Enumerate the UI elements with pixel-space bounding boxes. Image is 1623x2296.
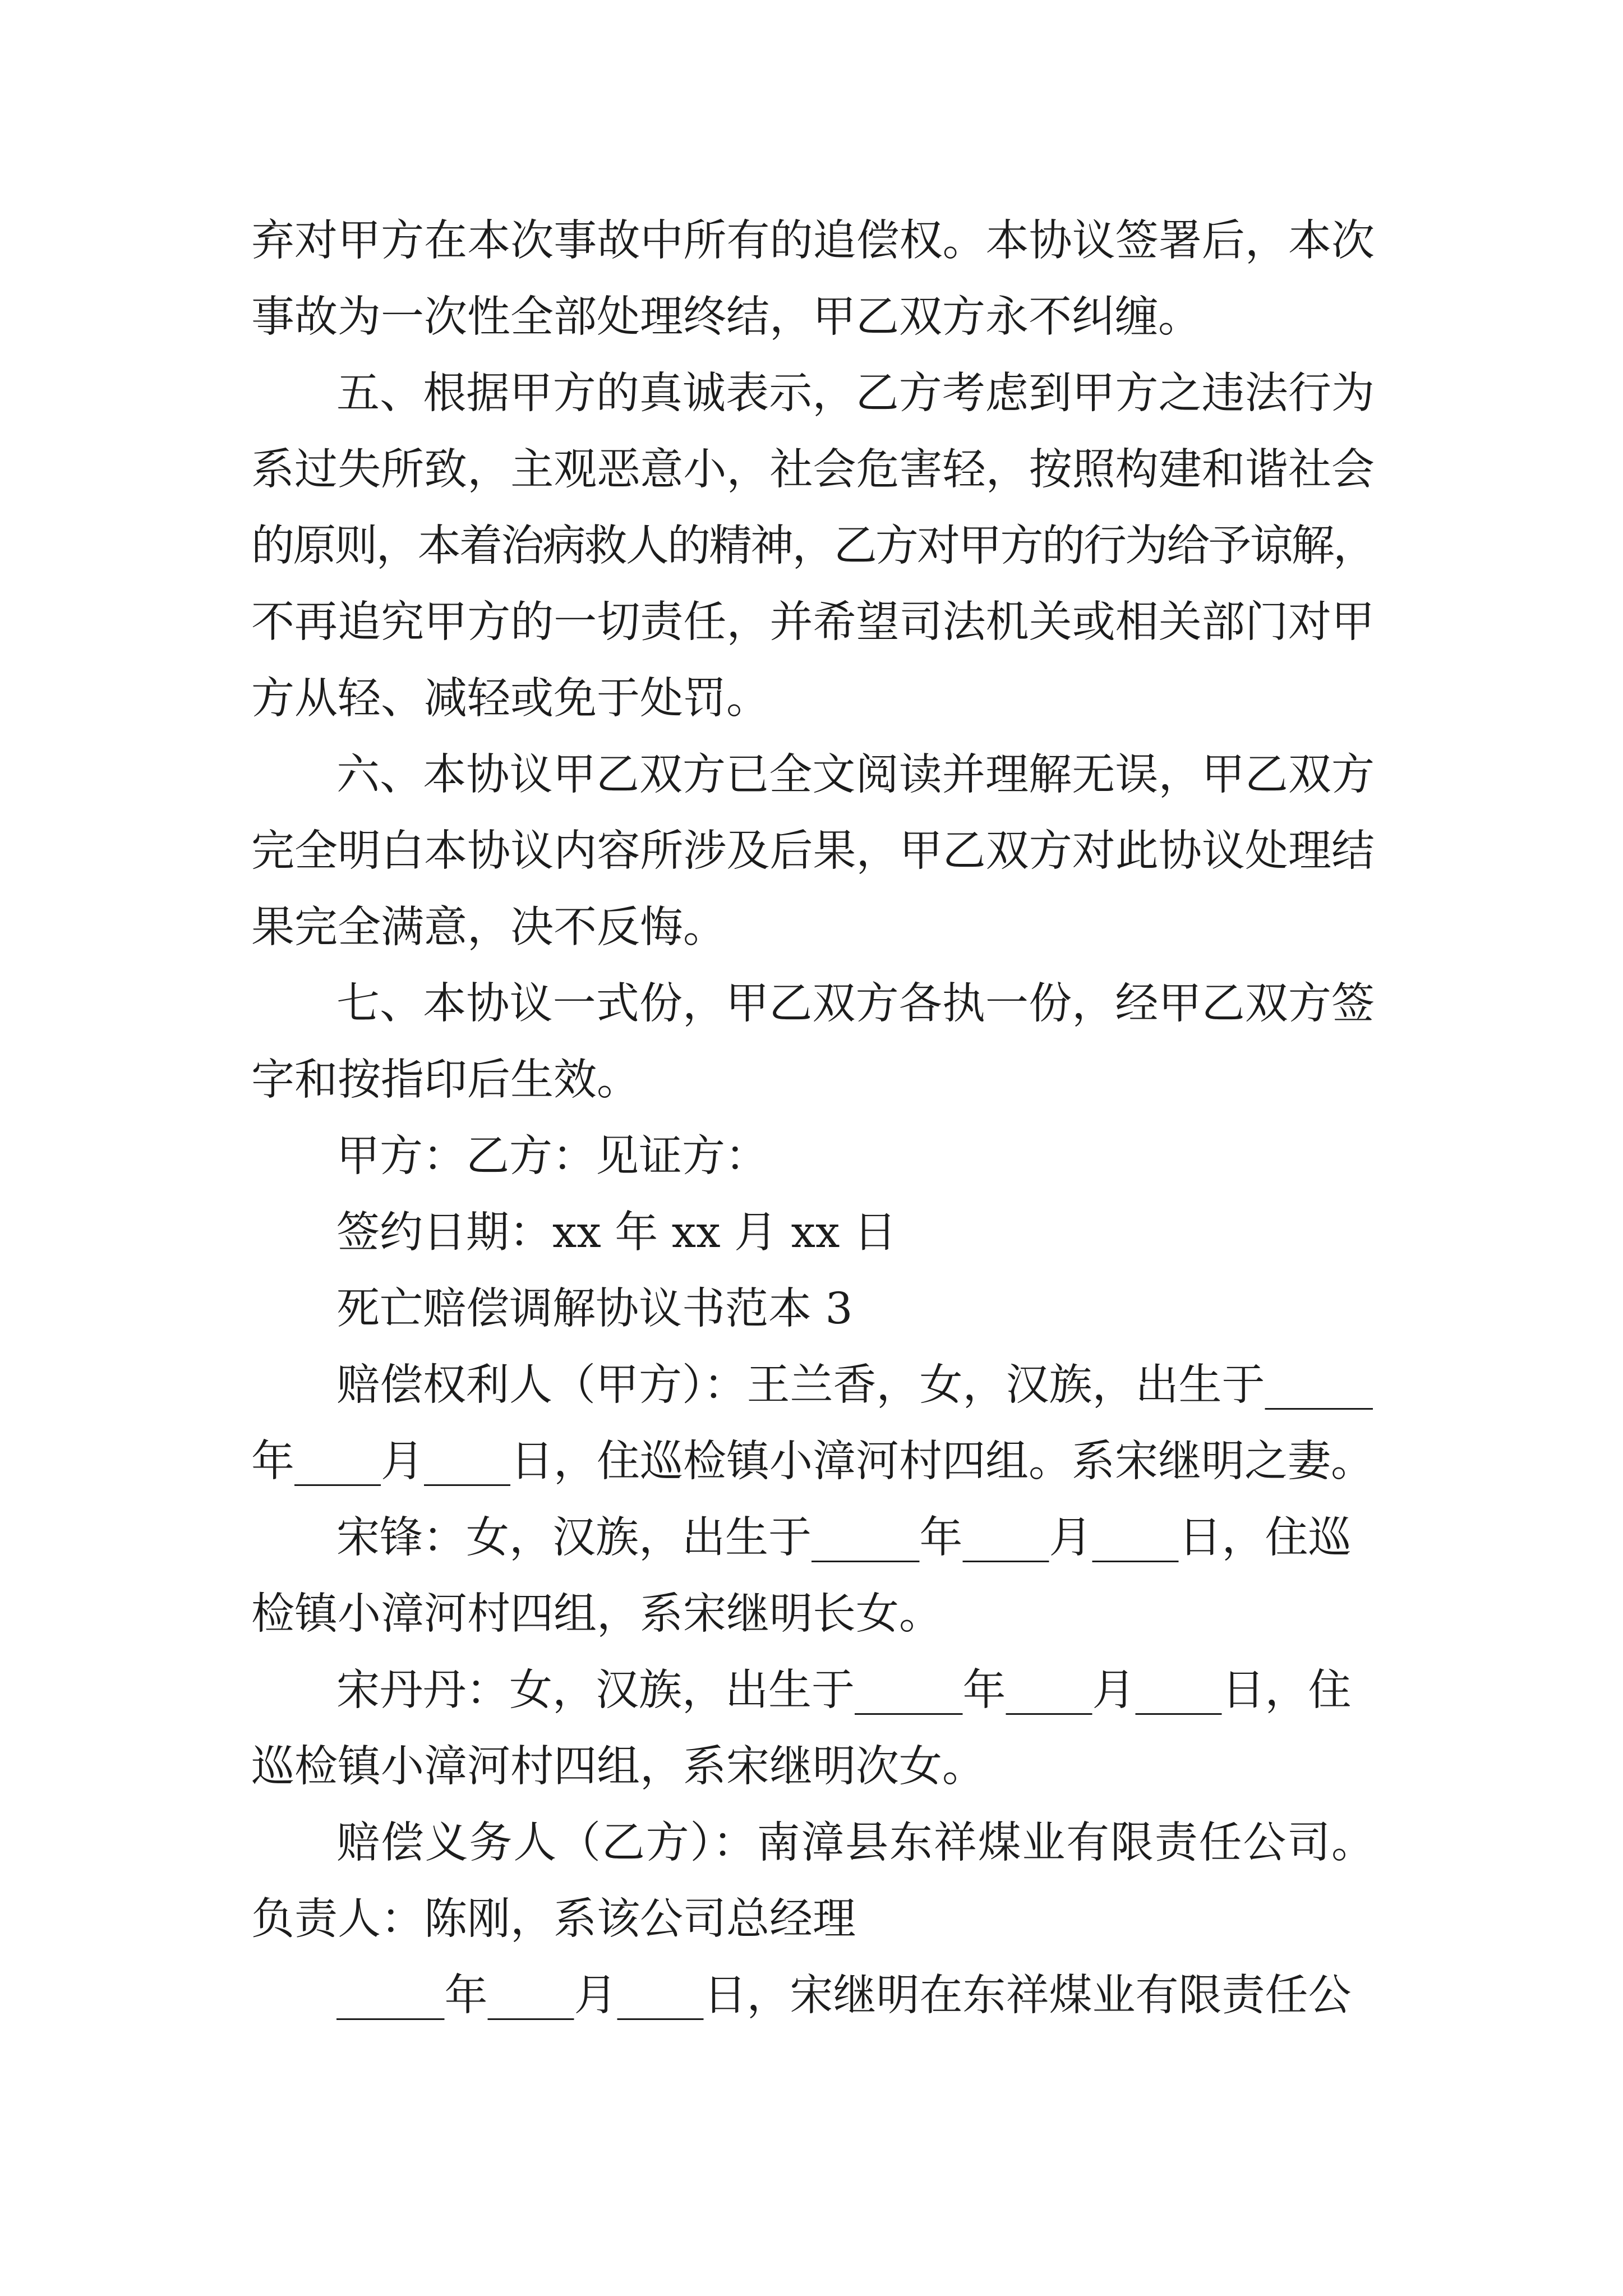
text-line: 字和按指印后生效。: [251, 1055, 640, 1105]
text-line: 弃对甲方在本次事故中所有的追偿权。本协议签署后，本次: [251, 216, 1375, 266]
text-line: 的原则，本着治病救人的精神，乙方对甲方的行为给予谅解，: [251, 521, 1375, 571]
text-line: 果完全满意，决不反悔。: [251, 903, 726, 953]
text-line: 事故为一次性全部处理终结，甲乙双方永不纠缠。: [251, 292, 1201, 342]
text-line: 不再追究甲方的一切责任，并希望司法机关或相关部门对甲: [251, 597, 1375, 647]
responsible-person-line: 负责人：陈刚，系该公司总经理: [251, 1894, 856, 1944]
clause-5-heading-line: 五、根据甲方的真诚表示，乙方考虑到甲方之违法行为: [336, 369, 1375, 418]
text-line: 方从轻、减轻或免于处罚。: [251, 674, 769, 724]
signing-date-line: 签约日期：xx 年 xx 月 xx 日: [336, 1208, 897, 1258]
text-line: 完全明白本协议内容所涉及后果，甲乙双方对此协议处理结: [251, 826, 1375, 876]
section-title: 死亡赔偿调解协议书范本 3: [336, 1284, 853, 1334]
party-b-line: 赔偿义务人（乙方）：南漳县东祥煤业有限责任公司。: [336, 1818, 1375, 1868]
party-a-line: 赔偿权利人（甲方）：王兰香，女，汉族，出生于_____: [336, 1360, 1373, 1410]
text-line: 巡检镇小漳河村四组，系宋继明次女。: [251, 1742, 985, 1792]
signature-parties-line: 甲方：乙方：见证方：: [336, 1131, 768, 1181]
clause-7-heading-line: 七、本协议一式份，甲乙双方各执一份，经甲乙双方签: [336, 979, 1375, 1029]
document-body: [251, 203, 1375, 2034]
text-line: 检镇小漳河村四组，系宋继明长女。: [251, 1589, 942, 1639]
party-a-member-line: 宋锋：女，汉族，出生于_____年____月____日，住巡: [336, 1513, 1352, 1563]
text-line: 年____月____日，住巡检镇小漳河村四组。系宋继明之妻。: [251, 1437, 1374, 1487]
text-line: 系过失所致，主观恶意小，社会危害轻，按照构建和谐社会: [251, 445, 1375, 495]
incident-description-line: _____年____月____日，宋继明在东祥煤业有限责任公: [336, 1971, 1352, 2021]
clause-6-heading-line: 六、本协议甲乙双方已全文阅读并理解无误，甲乙双方: [336, 750, 1375, 800]
party-a-member-line: 宋丹丹：女，汉族，出生于_____年____月____日，住: [336, 1665, 1352, 1715]
